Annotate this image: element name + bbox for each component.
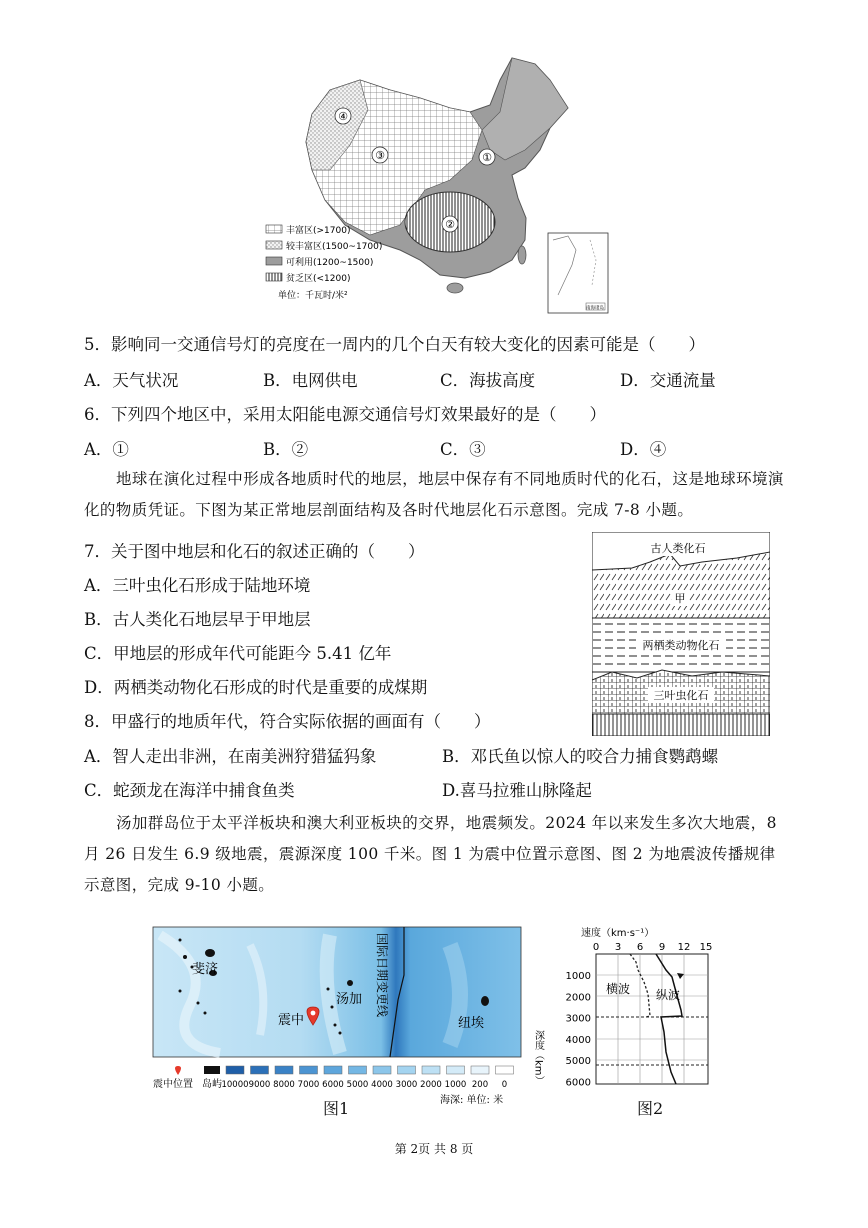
depth-legend-label: 8000 bbox=[273, 1080, 295, 1090]
q7-option-a[interactable]: A．三叶虫化石形成于陆地环境 bbox=[84, 576, 311, 595]
strata-label-human: 古人类化石 bbox=[650, 542, 706, 555]
depth-legend-label: 200 bbox=[471, 1080, 489, 1090]
svg-text:③: ③ bbox=[375, 149, 385, 162]
strata-svg bbox=[592, 532, 770, 736]
fig1-caption: 图1 bbox=[323, 1099, 350, 1118]
strata-label-trilobite: 三叶虫化石 bbox=[653, 689, 709, 702]
page-footer: 第 2页 共 8 页 bbox=[394, 1142, 474, 1156]
svg-text:单位：千瓦时/米²: 单位：千瓦时/米² bbox=[278, 291, 348, 301]
svg-text:南海诸岛: 南海诸岛 bbox=[586, 306, 604, 311]
figure-2 bbox=[526, 922, 722, 1100]
depth-legend-label: 4000 bbox=[371, 1080, 393, 1090]
depth-legend-swatch bbox=[349, 1066, 367, 1074]
depth-legend-label: 10000 bbox=[221, 1080, 249, 1090]
depth-legend-swatch bbox=[373, 1066, 391, 1074]
speed-tick-label: 6 bbox=[636, 942, 644, 953]
svg-text:震中位置: 震中位置 bbox=[153, 1079, 193, 1090]
p-wave-label: 纵波 bbox=[656, 988, 681, 1002]
region-label-4 bbox=[335, 108, 351, 124]
svg-text:岛屿: 岛屿 bbox=[202, 1079, 222, 1090]
svg-text:②: ② bbox=[445, 218, 455, 231]
q5-stem: 5．影响同一交通信号灯的亮度在一周内的几个白天有较大变化的因素可能是（ ） bbox=[84, 335, 705, 354]
speed-tick-label: 15 bbox=[699, 942, 713, 953]
depth-legend-swatch bbox=[251, 1066, 269, 1074]
svg-text:丰富区(>1700): 丰富区(>1700) bbox=[286, 226, 351, 236]
q6-option-a[interactable]: A．① bbox=[84, 440, 129, 459]
depth-legend-swatch bbox=[422, 1066, 440, 1074]
depth-legend-label: 5000 bbox=[346, 1080, 369, 1090]
svg-text:①: ① bbox=[482, 151, 492, 164]
depth-legend-swatch bbox=[496, 1066, 514, 1074]
depth-legend-swatch bbox=[398, 1066, 416, 1074]
q5-option-a[interactable]: A．天气状况 bbox=[84, 371, 179, 390]
q7-stem: 7．关于图中地层和化石的叙述正确的（ ） bbox=[84, 542, 425, 561]
svg-text:贫乏区(<1200): 贫乏区(<1200) bbox=[286, 274, 351, 284]
south-sea-inset bbox=[548, 233, 608, 313]
depth-tick-label: 4000 bbox=[565, 1034, 591, 1046]
dateline-label: 国际日期变更线 bbox=[375, 933, 389, 1018]
depth-legend-label: 3000 bbox=[395, 1080, 418, 1090]
china-map-svg bbox=[250, 50, 620, 320]
depth-tick-label: 5000 bbox=[565, 1056, 591, 1068]
depth-legend-label: 0 bbox=[501, 1080, 508, 1090]
china-solar-map bbox=[250, 50, 620, 320]
label-epicenter: 震中 bbox=[278, 1013, 305, 1028]
speed-axis-label: 速度（km·s⁻¹） bbox=[581, 928, 655, 939]
strata-label-jia: 甲 bbox=[674, 592, 686, 605]
q5-option-b[interactable]: B．电网供电 bbox=[263, 371, 358, 390]
depth-axis-label: 深度（km） bbox=[532, 1030, 544, 1086]
q5-option-d[interactable]: D．交通流量 bbox=[620, 371, 716, 390]
label-fiji: 斐济 bbox=[192, 962, 219, 977]
q8-option-c[interactable]: C．蛇颈龙在海洋中捕食鱼类 bbox=[84, 781, 295, 800]
label-niue: 纽埃 bbox=[458, 1016, 485, 1031]
svg-text:较丰富区(1500~1700): 较丰富区(1500~1700) bbox=[286, 242, 383, 252]
q8-option-a[interactable]: A．智人走出非洲，在南美洲狩猎猛犸象 bbox=[84, 747, 377, 766]
depth-tick-label: 3000 bbox=[565, 1013, 591, 1025]
fig2-svg bbox=[526, 922, 722, 1100]
label-tonga: 汤加 bbox=[336, 992, 363, 1007]
region-label-1 bbox=[479, 149, 495, 165]
q6-option-d[interactable]: D．④ bbox=[620, 440, 667, 459]
fig2-caption: 图2 bbox=[637, 1099, 664, 1118]
strata-diagram bbox=[592, 532, 770, 736]
depth-legend-label: 1000 bbox=[444, 1080, 467, 1090]
depth-legend-label: 9000 bbox=[248, 1080, 271, 1090]
q8-option-d[interactable]: D.喜马拉雅山脉隆起 bbox=[442, 781, 592, 800]
depth-legend-swatch bbox=[300, 1066, 318, 1074]
depth-legend-label: 6000 bbox=[322, 1080, 344, 1090]
q8-stem: 8．甲盛行的地质年代，符合实际依据的画面有（ ） bbox=[84, 712, 491, 731]
depth-legend-swatch bbox=[324, 1066, 342, 1074]
intro-7-8: 地球在演化过程中形成各地质时代的地层，地层中保存有不同地质时代的化石，这是地球环境演化的物质凭证。下图为某正常地层剖面结构及各时代地层化石示意图。完成 7-8 小题。 bbox=[84, 470, 784, 519]
speed-tick-label: 12 bbox=[677, 942, 691, 953]
region-label-3 bbox=[372, 147, 388, 163]
depth-legend-label: 2000 bbox=[420, 1080, 442, 1090]
depth-legend-swatch bbox=[275, 1066, 293, 1074]
q6-option-c[interactable]: C．③ bbox=[440, 440, 486, 459]
s-wave-label: 横波 bbox=[606, 982, 631, 996]
speed-ticks bbox=[593, 942, 713, 953]
depth-legend-swatch bbox=[471, 1066, 489, 1074]
q5-option-c[interactable]: C．海拔高度 bbox=[440, 371, 536, 390]
strata-label-amphibian: 两栖类动物化石 bbox=[642, 639, 720, 652]
fig1-svg bbox=[150, 925, 524, 1115]
figure-1 bbox=[150, 925, 524, 1115]
q7-option-d[interactable]: D．两栖类动物化石形成的时代是重要的成煤期 bbox=[84, 678, 428, 697]
depth-legend-swatch bbox=[447, 1066, 465, 1074]
speed-tick-label: 9 bbox=[658, 942, 666, 953]
depth-tick-label: 6000 bbox=[565, 1077, 591, 1089]
q7-option-b[interactable]: B．古人类化石地层早于甲地层 bbox=[84, 610, 311, 629]
q8-option-b[interactable]: B．邓氏鱼以惊人的咬合力捕食鹦鹉螺 bbox=[442, 747, 719, 766]
depth-tick-label: 1000 bbox=[565, 971, 591, 982]
q6-option-b[interactable]: B．② bbox=[263, 440, 309, 459]
depth-tick-label: 2000 bbox=[565, 992, 591, 1004]
q7-option-c[interactable]: C．甲地层的形成年代可能距今 5.41 亿年 bbox=[84, 644, 392, 663]
svg-text:海深: 单位: 米: 海深: 单位: 米 bbox=[440, 1095, 504, 1106]
depth-legend-label: 7000 bbox=[297, 1080, 320, 1090]
intro-9-10: 汤加群岛位于太平洋板块和澳大利亚板块的交界，地震频发。2024 年以来发生多次大地震，8 月 26 日发生 6.9 级地震，震源深度 100 千米。图 1 为震中位置示意图、图 2 为地震波传播规律示意图，完成 9-10 小题。 bbox=[84, 814, 777, 894]
svg-text:可利用(1200~1500): 可利用(1200~1500) bbox=[286, 258, 374, 268]
speed-tick-label: 3 bbox=[614, 942, 622, 953]
depth-legend-swatch bbox=[226, 1066, 244, 1074]
depth-ticks bbox=[566, 971, 591, 1089]
svg-text:④: ④ bbox=[338, 110, 348, 123]
region-label-2 bbox=[442, 216, 458, 232]
speed-tick-label: 0 bbox=[592, 942, 600, 953]
q6-stem: 6．下列四个地区中，采用太阳能电源交通信号灯效果最好的是（ ） bbox=[84, 405, 606, 424]
